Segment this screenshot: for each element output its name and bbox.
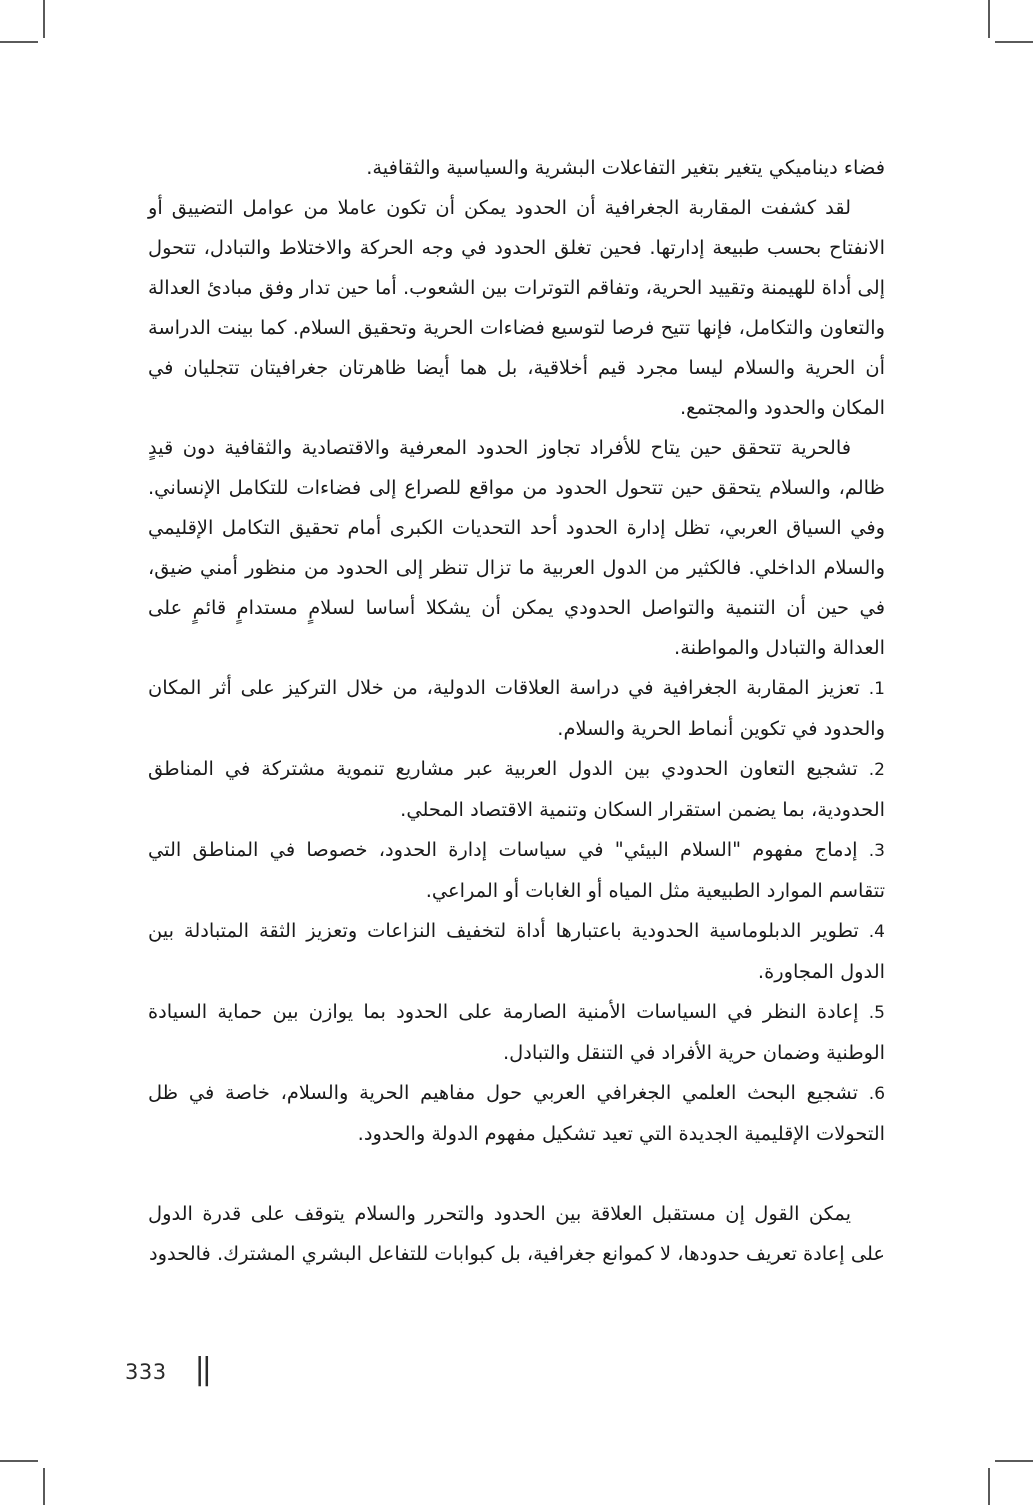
paragraph-carryover: فضاء ديناميكي يتغير بتغير التفاعلات البشرية والسياسية والثقافية. <box>366 156 885 179</box>
list-item <box>148 830 885 911</box>
list-item-number: 4. <box>868 922 885 942</box>
list-item-number: 5. <box>868 1003 885 1023</box>
crop-mark-bottom-left-horizontal <box>0 1460 38 1462</box>
crop-mark-top-right-horizontal <box>995 41 1033 43</box>
paragraph-freedom-and-peace: فالحرية تتحقق حين يتاح للأفراد تجاوز الحدود المعرفية والاقتصادية والثقافية دون قيدٍ ظالم، والسلام يتحقق حين تتحول الحدود من مواقع للصراع إلى فضاءات للتكامل الإنساني. وفي السياق العربي، تظل إدارة الحدود أحد التحديات الكبرى أمام تحقيق التكامل الإقليمي والسلام الداخلي. فالكثير من الدول العربية ما تزال تنظر إلى الحدود من منظور أمني ضيق، في حين أن التنمية والتواصل الحدودي يمكن أن يشكلا أساسا لسلامٍ مستدامٍ قائمٍ على العدالة والتبادل والمواطنة. <box>148 436 885 659</box>
list-item-number: 6. <box>868 1084 886 1104</box>
list-item-text: تطوير الدبلوماسية الحدودية باعتبارها أداة لتخفيف النزاعات وتعزيز الثقة المتبادلة بين الدول المجاورة. <box>148 919 885 983</box>
list-item-text: تشجيع التعاون الحدودي بين الدول العربية عبر مشاريع تنموية مشتركة في المناطق الحدودية، بما يضمن استقرار السكان وتنمية الاقتصاد المحلي. <box>148 757 885 821</box>
list-item-number: 2. <box>868 760 885 780</box>
crop-mark-top-left-vertical <box>43 0 45 38</box>
recommendations-list <box>148 668 885 1154</box>
crop-mark-top-right-vertical <box>988 0 990 38</box>
crop-mark-bottom-right-vertical <box>988 1468 990 1505</box>
list-item-number: 3. <box>868 841 885 861</box>
list-item <box>148 668 885 749</box>
list-item <box>148 992 885 1073</box>
double-bar-ornament-icon: || <box>194 1352 209 1387</box>
crop-mark-top-left-horizontal <box>0 41 38 43</box>
page-number: 333 <box>125 1360 167 1384</box>
list-item <box>148 911 885 992</box>
list-item <box>148 1073 885 1154</box>
paragraph-closing: يمكن القول إن مستقبل العلاقة بين الحدود والتحرر والسلام يتوقف على قدرة الدول على إعادة تعريف حدودها، لا كموانع جغرافية، بل كبوابات للتفاعل البشري المشترك. فالحدود <box>148 1202 885 1265</box>
body-text-column <box>148 148 885 1274</box>
list-item-text: إعادة النظر في السياسات الأمنية الصارمة على الحدود بما يوازن بين حماية السيادة الوطنية وضمان حرية الأفراد في التنقل والتبادل. <box>148 1000 885 1064</box>
paragraph-gap <box>148 1154 885 1194</box>
list-item-text: إدماج مفهوم "السلام البيئي" في سياسات إدارة الحدود، خصوصا في المناطق التي تتقاسم الموارد الطبيعية مثل المياه أو الغابات أو المراعي. <box>148 838 885 902</box>
list-item-text: تعزيز المقاربة الجغرافية في دراسة العلاقات الدولية، من خلال التركيز على أثر المكان والحدود في تكوين أنماط الحرية والسلام. <box>148 676 885 740</box>
crop-mark-bottom-right-horizontal <box>995 1460 1033 1462</box>
paragraph-conclusion-findings: لقد كشفت المقاربة الجغرافية أن الحدود يمكن أن تكون عاملا من عوامل التضييق أو الانفتاح بحسب طبيعة إدارتها. فحين تغلق الحدود في وجه الحركة والاختلاط والتبادل، تتحول إلى أداة للهيمنة وتقييد الحرية، وتفاقم التوترات بين الشعوب. أما حين تدار وفق مبادئ العدالة والتعاون والتكامل، فإنها تتيح فرصا لتوسيع فضاءات الحرية وتحقيق السلام. كما بينت الدراسة أن الحرية والسلام ليسا مجرد قيم أخلاقية، بل هما أيضا ظاهرتان جغرافيتان تتجليان في المكان والحدود والمجتمع. <box>148 196 885 419</box>
page-footer <box>125 1352 425 1392</box>
list-item-text: تشجيع البحث العلمي الجغرافي العربي حول مفاهيم الحرية والسلام، خاصة في ظل التحولات الإقليمية الجديدة التي تعيد تشكيل مفهوم الدولة والحدود. <box>148 1081 885 1145</box>
crop-mark-bottom-left-vertical <box>43 1468 45 1505</box>
list-item-number: 1. <box>868 679 885 699</box>
list-item <box>148 749 885 830</box>
